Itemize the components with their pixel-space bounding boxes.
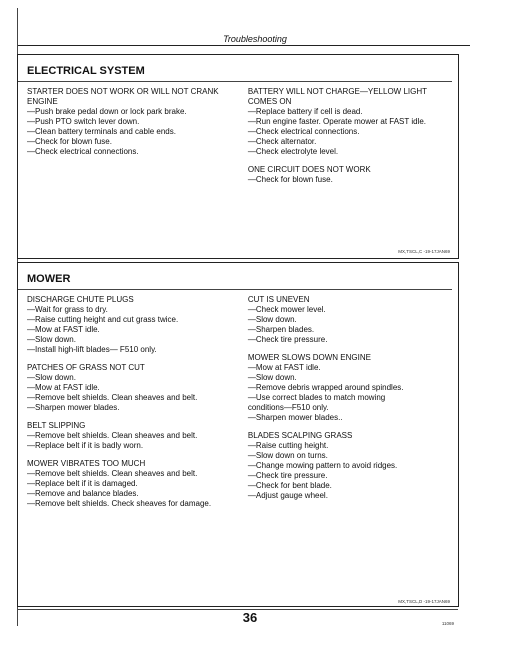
- trouble-block: [27, 87, 248, 157]
- remedy-item: —Check tire pressure.: [247, 471, 328, 480]
- trouble-block: [248, 87, 454, 157]
- trouble-block: [27, 363, 248, 413]
- page-number: 36: [242, 610, 258, 625]
- remedy-item: —Remove belt shields. Clean sheaves and belt.: [27, 393, 198, 402]
- remedy-item: —Sharpen blades.: [247, 325, 315, 334]
- section-rule: [18, 81, 452, 82]
- remedy-item: —Remove belt shields. Check sheaves for damage.: [27, 499, 212, 508]
- trouble-block: [248, 431, 454, 501]
- remedy-item: —Check tire pressure.: [247, 335, 328, 344]
- problem-title: BLADES SCALPING GRASS: [247, 431, 353, 440]
- remedy-item: —Replace belt if it is badly worn.: [27, 441, 144, 450]
- section-title: ELECTRICAL SYSTEM: [27, 65, 145, 77]
- trouble-block: [27, 295, 248, 355]
- remedy-item: —Remove debris wrapped around spindles.: [247, 383, 404, 392]
- problem-title: MOWER SLOWS DOWN ENGINE: [247, 353, 371, 362]
- remedy-item: —Change mowing pattern to avoid ridges.: [247, 461, 398, 470]
- remedy-item: —Mow at FAST idle.: [247, 363, 321, 372]
- problem-title: CUT IS UNEVEN: [247, 295, 310, 304]
- remedy-item: —Slow down on turns.: [247, 451, 328, 460]
- remedy-item: —Use correct blades to match mowing: [247, 393, 386, 402]
- problem-title: PATCHES OF GRASS NOT CUT: [27, 363, 145, 372]
- remedy-item: —Replace belt if it is damaged.: [27, 479, 138, 488]
- remedy-item: conditions—F510 only.: [247, 403, 329, 412]
- problem-title: ONE CIRCUIT DOES NOT WORK: [247, 165, 371, 174]
- section-columns: [27, 295, 454, 517]
- header-rule: [18, 45, 470, 46]
- problem-title: COMES ON: [247, 97, 292, 106]
- remedy-item: —Mow at FAST idle.: [27, 325, 100, 334]
- remedy-item: —Check electrical connections.: [247, 127, 360, 136]
- remedy-item: —Raise cutting height and cut grass twice.: [27, 315, 179, 324]
- remedy-item: —Remove and balance blades.: [27, 489, 139, 498]
- remedy-item: —Check for blown fuse.: [27, 137, 112, 146]
- remedy-item: —Sharpen mower blades..: [247, 413, 343, 422]
- trouble-block: [248, 165, 454, 185]
- remedy-item: —Replace battery if cell is dead.: [247, 107, 363, 116]
- remedy-item: —Check mower level.: [247, 305, 326, 314]
- remedy-item: —Wait for grass to dry.: [27, 305, 108, 314]
- remedy-item: —Check alternator.: [247, 137, 317, 146]
- problem-title: BELT SLIPPING: [27, 421, 86, 430]
- remedy-item: —Check for blown fuse.: [247, 175, 333, 184]
- section-code: MX,TSCL,C -19-17JAN69: [398, 249, 450, 254]
- remedy-item: —Remove belt shields. Clean sheaves and belt.: [27, 431, 198, 440]
- remedy-item: —Slow down.: [27, 373, 76, 382]
- trouble-block: [248, 353, 454, 423]
- page-header: Troubleshooting: [223, 34, 287, 44]
- remedy-item: —Run engine faster. Operate mower at FAST idle.: [247, 117, 427, 126]
- problem-title: DISCHARGE CHUTE PLUGS: [27, 295, 134, 304]
- remedy-item: —Clean battery terminals and cable ends.: [27, 127, 176, 136]
- remedy-item: —Mow at FAST idle.: [27, 383, 100, 392]
- problem-title: ENGINE: [27, 97, 58, 106]
- section-title: MOWER: [27, 273, 71, 285]
- trouble-block: [27, 459, 248, 509]
- problem-title: STARTER DOES NOT WORK OR WILL NOT CRANK: [27, 87, 219, 96]
- remedy-item: —Raise cutting height.: [247, 441, 329, 450]
- remedy-item: —Check electrolyte level.: [247, 147, 339, 156]
- problem-title: BATTERY WILL NOT CHARGE—YELLOW LIGHT: [247, 87, 428, 96]
- remedy-item: —Sharpen mower blades.: [27, 403, 120, 412]
- remedy-item: —Check for bent blade.: [247, 481, 332, 490]
- remedy-item: —Slow down.: [27, 335, 76, 344]
- left-column: [27, 295, 248, 517]
- remedy-item: —Slow down.: [247, 373, 297, 382]
- trouble-block: [248, 295, 454, 345]
- remedy-item: —Push PTO switch lever down.: [27, 117, 140, 126]
- electrical-system-section: [17, 54, 459, 259]
- bottom-code: 11069: [441, 621, 454, 626]
- right-column: [248, 87, 454, 193]
- remedy-item: —Check electrical connections.: [27, 147, 139, 156]
- remedy-item: —Slow down.: [247, 315, 297, 324]
- remedy-item: —Remove belt shields. Clean sheaves and belt.: [27, 469, 198, 478]
- remedy-item: —Adjust gauge wheel.: [247, 491, 328, 500]
- remedy-item: —Push brake pedal down or lock park brake.: [27, 107, 187, 116]
- remedy-item: —Install high-lift blades— F510 only.: [27, 345, 157, 354]
- problem-title: MOWER VIBRATES TOO MUCH: [27, 459, 146, 468]
- mower-section: [17, 262, 459, 607]
- left-column: [27, 87, 248, 193]
- section-code: MX,TSCL,D -19-17JAN69: [398, 599, 450, 604]
- trouble-block: [27, 421, 248, 451]
- section-rule: [18, 289, 452, 290]
- right-column: [248, 295, 454, 517]
- section-columns: [27, 87, 454, 193]
